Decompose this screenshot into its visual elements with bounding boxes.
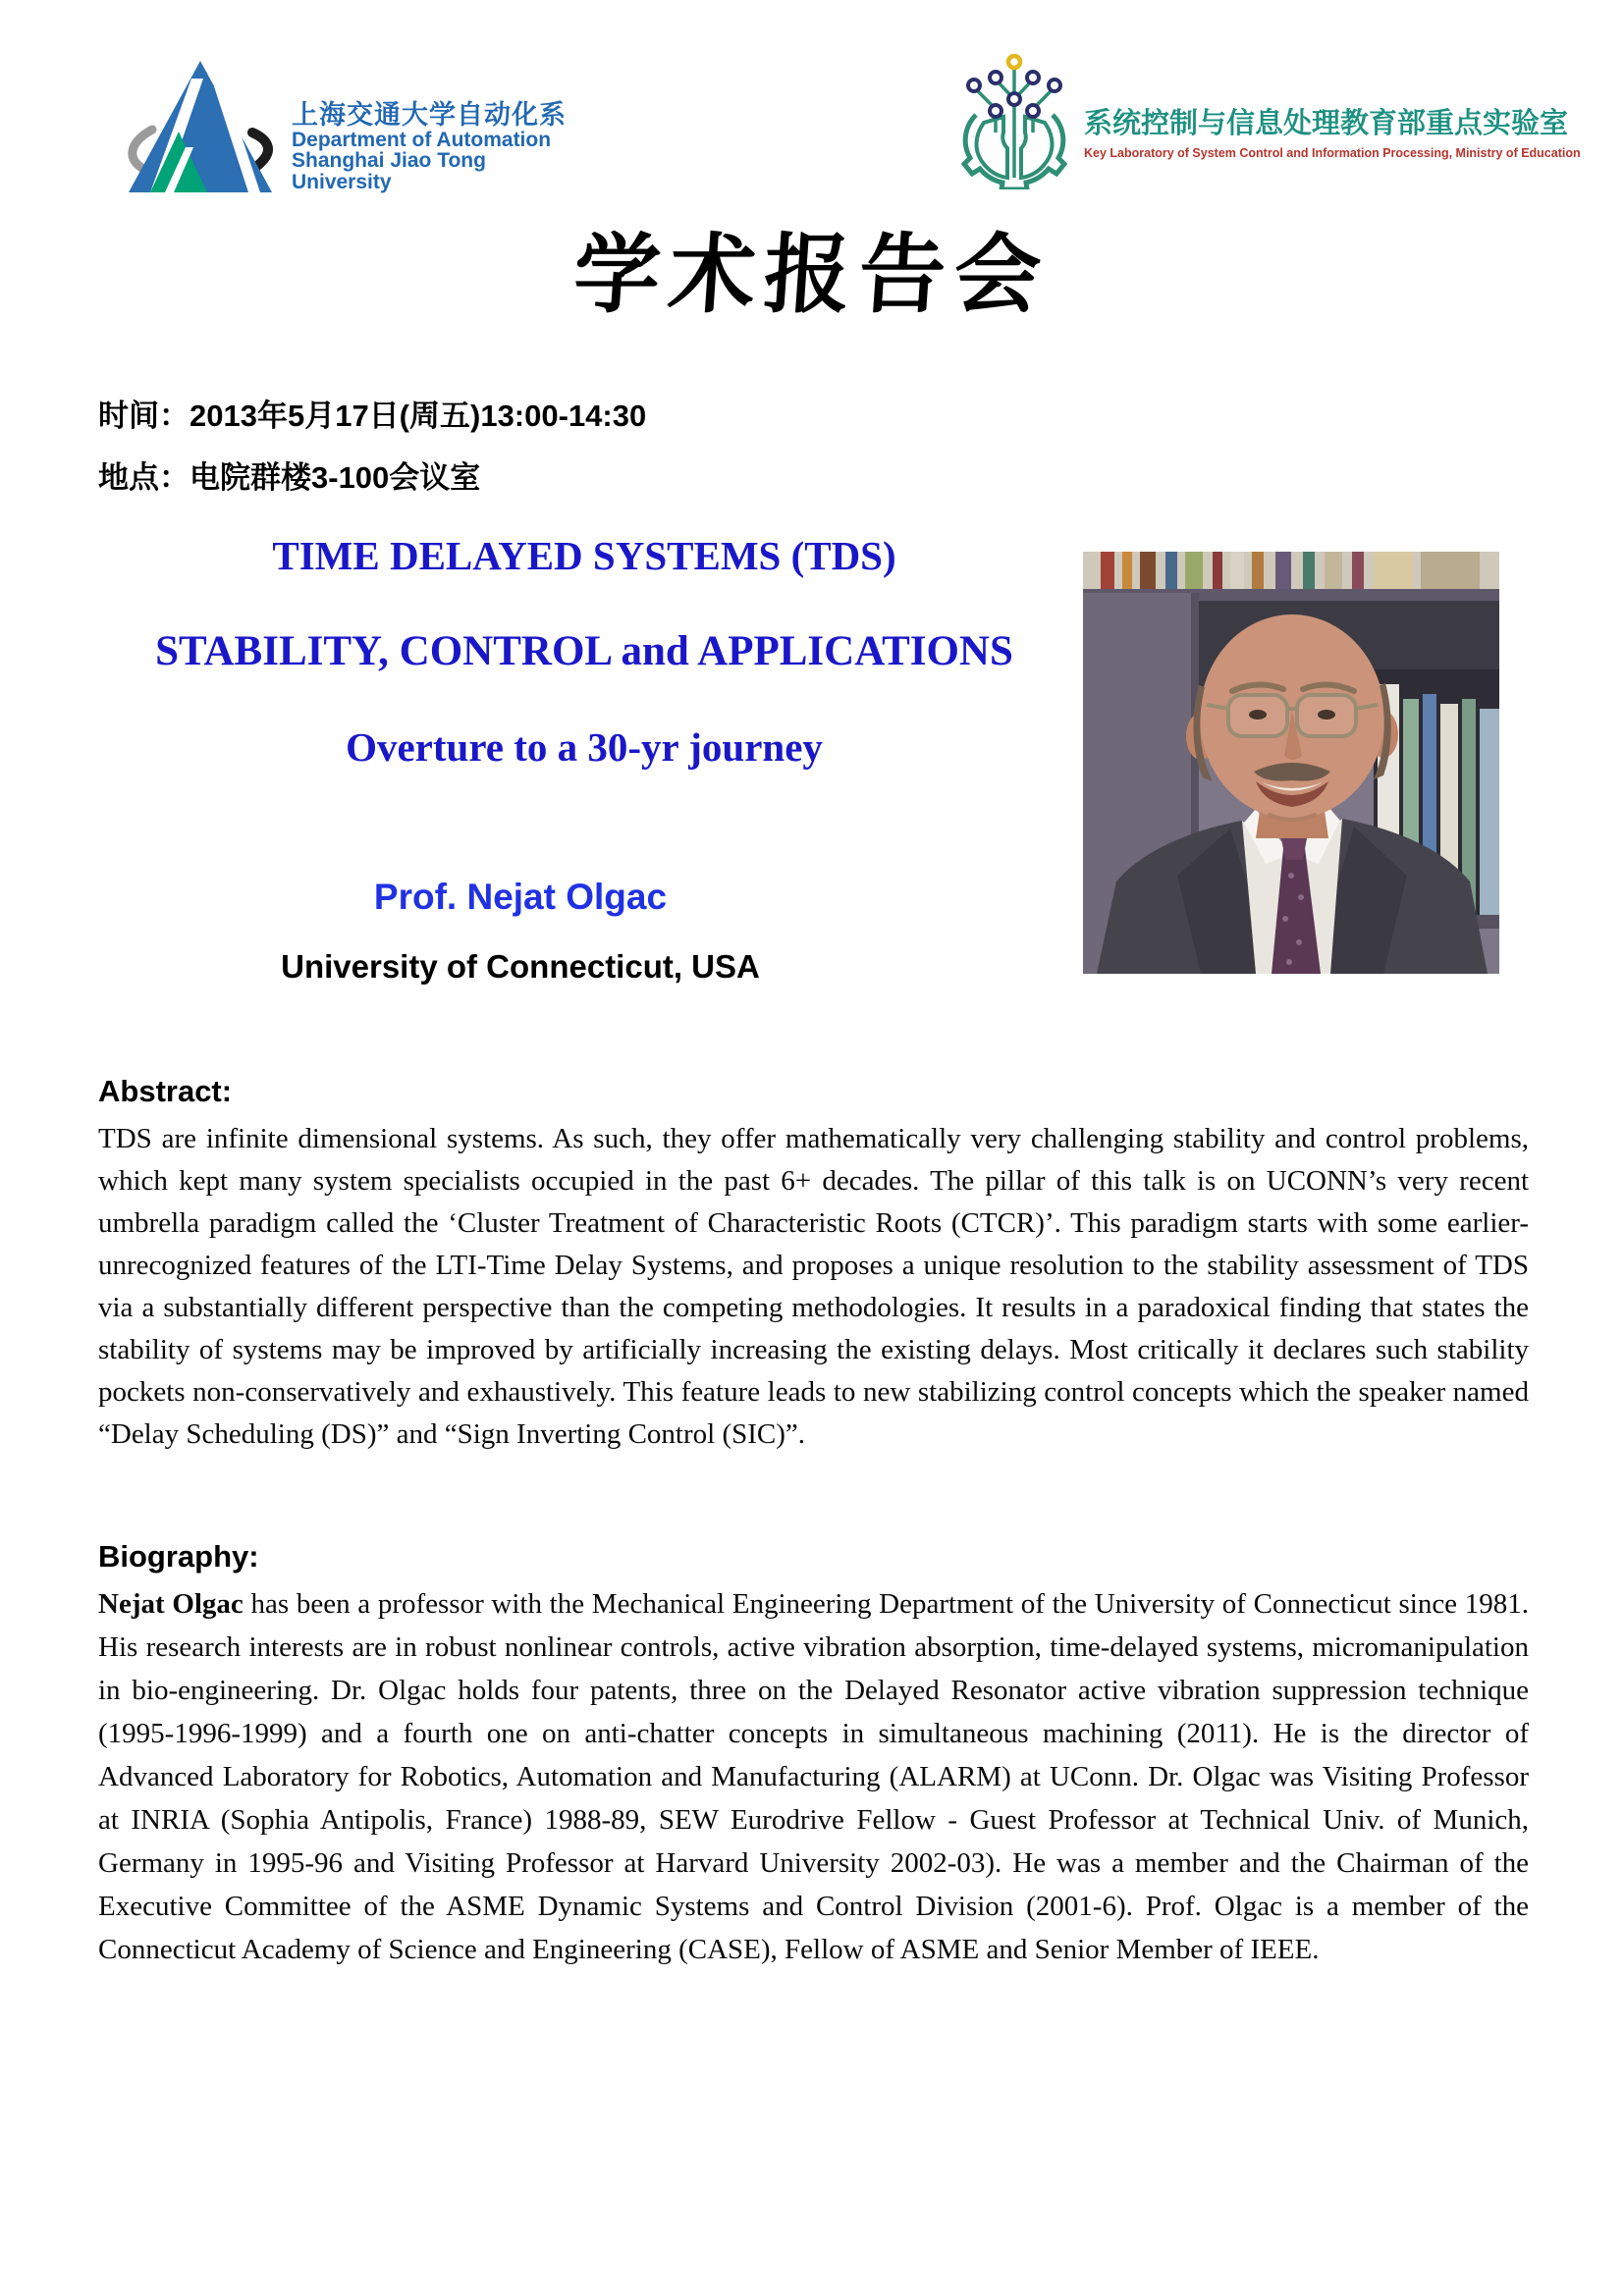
venue-label: 地点： [98,460,189,495]
gear-circuit-logo-icon [954,54,1074,189]
speaker-photo [1083,552,1499,974]
biography-body [98,1582,1529,1971]
biography-text: has been a professor with the Mechanical Engineering Department of the University of Connecticut since 1981. His research interests are in robust nonlinear controls, active vibration absorption, time-delayed systems, micromanipulation in bio-engineering. Dr. Olgac holds four patents, three on the Delayed Resonator active vibration suppression technique (1995-1996-1999) and a fourth one on anti-chatter concepts in simultaneous machining (2011). He is the director of Advanced Laboratory for Robotics, Automation and Manufacturing (ALARM) at UConn. Dr. Olgac was Visiting Professor at INRIA (Sophia Antipolis, France) 1988-89, SEW Eurodrive Fellow - Guest Professor at Technical Univ. of Munich, Germany in 1995-96 and Visiting Professor at Harvard University 2002-03). He was a member and the Chairman of the Executive Committee of the ASME Dynamic Systems and Control Division (2001-6). Prof. Olgac is a member of the Connecticut Academy of Science and Engineering (CASE), Fellow of ASME and Senior Member of IEEE. [98,1588,1529,1965]
key-lab-cn-name: 系统控制与信息处理教育部重点实验室 [1084,108,1569,139]
abstract-body: TDS are infinite dimensional systems. As such, they offer mathematically very challenging stability and control problems, which kept many system specialists occupied in the past 6+ decades. The pillar of this talk is on UCONN’s very recent umbrella paradigm called the ‘Cluster Treatment of Characteristic Roots (CTCR)’. This paradigm starts with some earlier-unrecognized features of the LTI-Time Delay Systems, and proposes a unique resolution to the stability assessment of TDS via a substantially different perspective than the competing methodologies. It results in a paradoxical finding that states the stability of systems may be improved by artificially increasing the existing delays. Most critically it declares such stability pockets non-conservatively and exhaustively. This feature leads to new stabilizing control concepts which the speaker named “Delay Scheduling (DS)” and “Sign Inverting Control (SIC)”. [98,1123,1529,1450]
event-venue-line [98,453,646,514]
speaker-affiliation: University of Connecticut, USA [281,948,760,985]
sjtu-en-dept: Department of Automation [292,128,552,151]
banner-title: 学术报告会 [569,223,1054,325]
sjtu-logo-text [292,102,584,194]
key-lab-logo-text [1084,101,1581,160]
biography-speaker-name: Nejat Olgac [98,1588,244,1620]
talk-title-line3: Overture to a 30-yr journey [346,724,823,770]
event-meta [98,391,646,514]
biography-heading: Biography: [98,1539,259,1574]
abstract-heading: Abstract: [98,1074,233,1108]
talk-title-line2: STABILITY, CONTROL and APPLICATIONS [155,628,1013,674]
speaker-name: Prof. Nejat Olgac [373,877,668,917]
time-value: 2013年5月17日(周五)13:00-14:30 [189,399,647,433]
key-lab-logo [954,54,1581,196]
talk-title-block [98,532,1070,771]
sjtu-en-univ: Shanghai Jiao Tong University [292,149,486,193]
sjtu-cn-name: 上海交通大学自动化系 [292,100,567,131]
talk-title-line1: TIME DELAYED SYSTEMS (TDS) [272,533,896,578]
event-time-line [98,391,646,453]
speaker-block [98,877,943,986]
venue-value: 电院群楼3-100会议室 [189,460,481,495]
time-label: 时间： [98,399,189,433]
key-lab-en-name: Key Laboratory of System Control and Information Processing, Ministry of Education [1084,146,1581,160]
sjtu-automation-logo [123,57,584,194]
sjtu-triangle-logo-icon [123,59,278,194]
